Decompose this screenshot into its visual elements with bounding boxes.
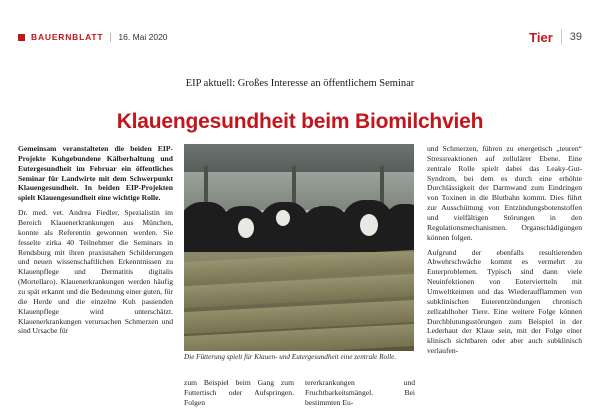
article-paragraph-2: zum Beispiel beim Gang zum Futtertisch oder Aufspringen. Folgen <box>184 378 294 407</box>
masthead-divider <box>110 33 111 42</box>
brand-name: BAUERNBLATT <box>31 32 104 42</box>
masthead-right <box>529 29 582 45</box>
article-lead: Gemeinsam veranstalteten die beiden EIP-Projekte Kuhgebundene Kälberhaltung und Eutergesundheit im Februar ein öffentliches Seminar für Landwirte mit dem Schwerpunkt Klauengesundheit. In beiden EIP-Projekten spielt Klauengesundheit eine wichtige Rolle. <box>18 144 173 203</box>
body-column-2-lower-right <box>305 378 415 408</box>
section-divider <box>561 29 562 45</box>
figure-caption: Die Fütterung spielt für Klauen- und Eutergesundheit eine zentrale Rolle. <box>184 353 397 361</box>
article-kicker: EIP aktuell: Großes Interesse an öffentlichem Seminar <box>185 78 415 89</box>
masthead-left <box>18 32 529 42</box>
article-paragraph-3: tererkrankungen und Fruchtbarkeitsmängel. Bei bestimmten Eu- <box>305 378 415 407</box>
body-column-3 <box>427 144 582 361</box>
photo-cow-marking <box>360 214 378 236</box>
barn-photo <box>184 144 414 351</box>
section-title: Tier <box>529 29 553 45</box>
page-title: Klauengesundheit beim Biomilchvieh <box>116 110 484 134</box>
article-figure <box>184 144 414 366</box>
article-paragraph-1: Dr. med. vet. Andrea Fiedler, Spezialistin im Bereich Klauenerkrankungen aus München, konnte als Referentin gewonnen werden. Sie fesselte zirka 40 Teilnehmer die Seminars in Rendsburg mit ihren praxisnahen Schilderungen und neuen wissenschaftlichen Erkenntnissen zu Klauenpflege und Dermatitis digitalis (Mortellaro). Klauenerkrankungen werden häufig zu spät erkannt und die Bedeutung einer guten, für die Herde und die einzelne Kuh passenden Klauenpflege wird unterschätzt. Klauenerkrankungen verursachen Schmerzen und sind Ursache für <box>18 208 173 336</box>
photo-cow-marking <box>238 218 254 238</box>
article-paragraph-5: Aufgrund der ebenfalls resultierenden Abwehrschwäche kommt es vermehrt zu Euterproblemen. Typisch sind dann viele Neuinfektionen von Euterviertteln mit Umweltkeimen und das Wiederaufflammen von subklinischen Euterentzündungen chronisch zellzahlhoher Tiere. Eine weitere Folge können Durchblutungsstörungen zum Beispiel in der Lederhaut der Klaue sein, mit der Folge einer klinisch sichtbaren oder aber auch subklinisch verlaufen- <box>427 247 582 356</box>
brand-mark-icon <box>18 34 25 41</box>
body-column-1 <box>18 144 173 341</box>
masthead <box>18 26 582 48</box>
body-column-2-lower-left <box>184 378 294 408</box>
issue-date: 16. Mai 2020 <box>118 32 168 42</box>
photo-cow-marking <box>276 210 290 226</box>
article-paragraph-4: und Schmerzen, führen zu energetisch „teuren“ Stressreaktionen auf zellulärer Ebene. Eine zentrale Rolle spielt dabei das Leaky-Gut-Syndrom, bei dem es durch eine erhöhte Durchlässigkeit der Darmwand zum Eindringen von Toxinen in die Blutbahn kommt. Dies führt zur Ausschüttung von Entzündungsbotenstoffen und vielfältigen Störungen in den Regulationsmechanismen. Organschädigungen können folgen. <box>427 144 582 242</box>
page-number: 39 <box>569 31 582 43</box>
